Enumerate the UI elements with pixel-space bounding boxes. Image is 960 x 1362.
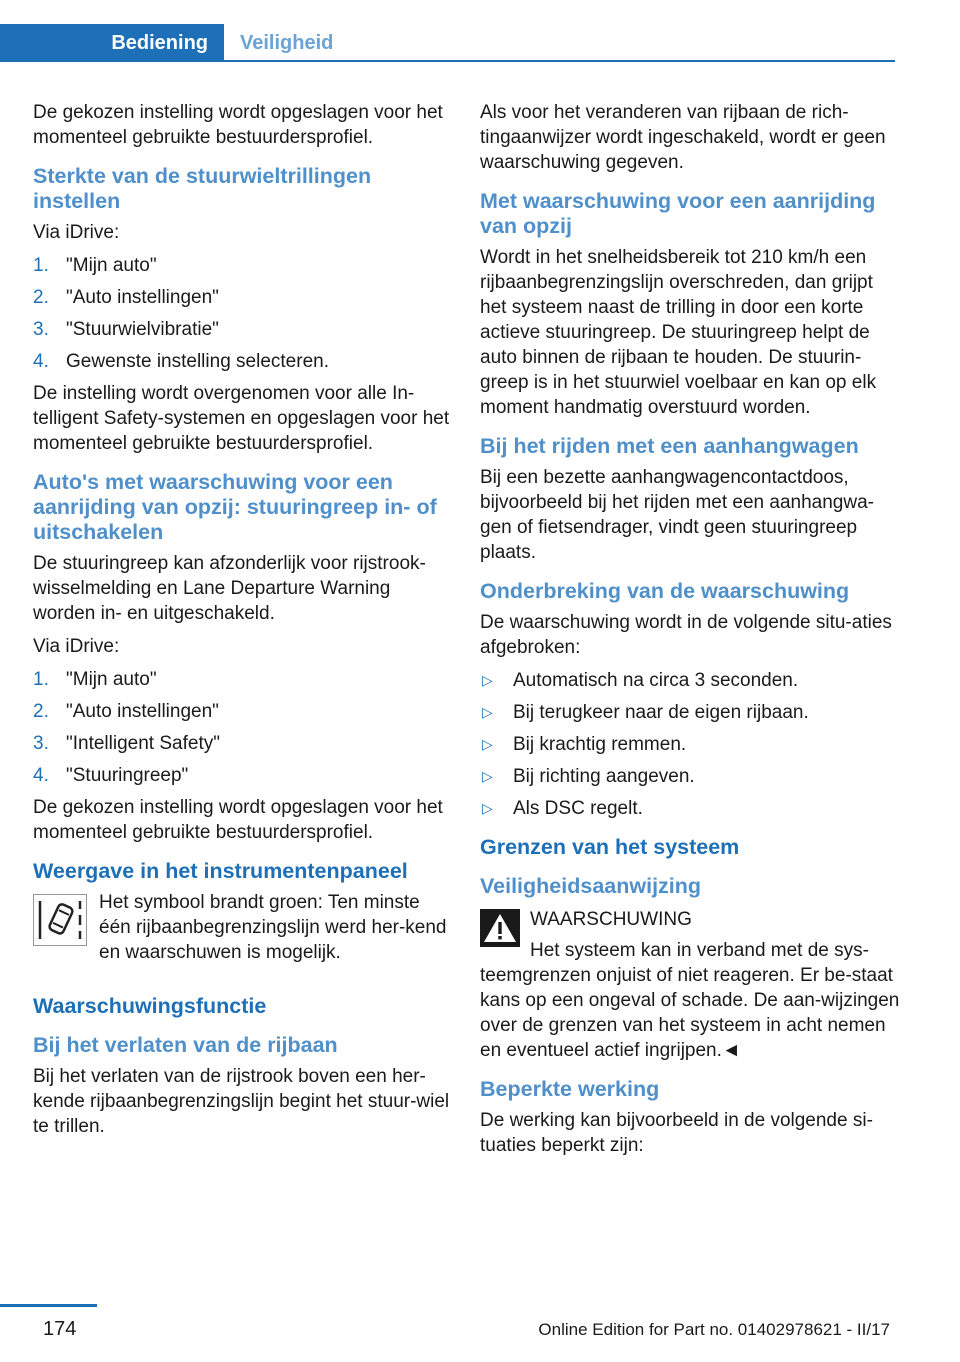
section-heading: Auto's met waarschuwing voor een aanrijding van opzij: stuuringreep in- of uitschakelen <box>33 470 437 544</box>
section-heading: Bij het rijden met een aanhangwagen <box>480 434 859 458</box>
warning-title: WAARSCHUWING <box>530 909 692 930</box>
list-number: 2. <box>33 701 49 722</box>
list-text: "Auto instellingen" <box>66 701 219 722</box>
header-rule <box>224 60 895 62</box>
paragraph: Als voor het veranderen van rijbaan de rich-tingaanwijzer wordt ingeschakeld, wordt er geen waarschuwing gegeven. <box>480 102 886 173</box>
tab-bediening[interactable]: Bediening <box>0 24 224 62</box>
paragraph: Via iDrive: <box>33 636 120 657</box>
list-number: 3. <box>33 733 49 754</box>
list-item <box>480 732 900 757</box>
warning-text: teemgrenzen onjuist of niet reageren. Er be-staat kans op een ongeval of schade. De aan-wijzingen over de grenzen van het systeem in acht nemen en eventueel actief ingrijpen.◄ <box>480 965 900 1061</box>
list-text: Als DSC regelt. <box>513 798 643 819</box>
list-number: 2. <box>33 287 49 308</box>
paragraph: Bij een bezette aanhangwagencontactdoos, bijvoorbeeld bij het rijden met een aanhangwa-gen of fietsendrager, vindt geen stuuringreep plaats. <box>480 467 874 563</box>
list-item <box>33 317 453 342</box>
warning-triangle-icon <box>480 909 520 947</box>
list-item <box>33 349 453 374</box>
list-number: 1. <box>33 669 49 690</box>
list-item <box>480 668 900 693</box>
triangle-bullet-icon: ▷ <box>482 736 493 752</box>
paragraph: Via iDrive: <box>33 222 120 243</box>
list-item <box>480 796 900 821</box>
list-text: "Stuurwielvibratie" <box>66 319 219 340</box>
list-text: "Mijn auto" <box>66 669 157 690</box>
left-column <box>33 100 453 1147</box>
section-heading: Bij het verlaten van de rijbaan <box>33 1033 338 1057</box>
numbered-list <box>33 253 453 374</box>
list-text: "Stuuringreep" <box>66 765 189 786</box>
triangle-bullet-icon: ▷ <box>482 800 493 816</box>
list-item <box>33 731 453 756</box>
triangle-bullet-icon: ▷ <box>482 704 493 720</box>
list-item <box>33 285 453 310</box>
triangle-bullet-icon: ▷ <box>482 672 493 688</box>
symbol-block <box>33 890 453 980</box>
list-item <box>480 764 900 789</box>
section-heading: Veiligheidsaanwijzing <box>480 874 702 898</box>
warning-text: Het systeem kan in verband met de sys- <box>530 940 869 961</box>
list-number: 4. <box>33 765 49 786</box>
section-heading: Waarschuwingsfunctie <box>33 994 267 1018</box>
triangle-bullet-icon: ▷ <box>482 768 493 784</box>
list-text: Gewenste instelling selecteren. <box>66 351 329 372</box>
list-text: Bij richting aangeven. <box>513 766 695 787</box>
list-text: "Intelligent Safety" <box>66 733 220 754</box>
list-number: 4. <box>33 351 49 372</box>
paragraph: Wordt in het snelheidsbereik tot 210 km/h een rijbaanbegrenzingslijn overschreden, dan grijpt het systeem naast de trilling in door een korte actieve stuuringreep. De stuuringreep helpt de auto binnen de rijbaan te houden. De stuurin-greep is in het stuurwiel voelbaar en kan op elk moment handmatig overstuurd worden. <box>480 247 877 418</box>
paragraph: Bij het verlaten van de rijstrook boven een her-kende rijbaanbegrenzingslijn begint het stuur-wiel te trillen. <box>33 1066 450 1137</box>
list-text: "Auto instellingen" <box>66 287 219 308</box>
paragraph: De waarschuwing wordt in de volgende situ-aties afgebroken: <box>480 612 892 658</box>
bullet-list <box>480 668 900 821</box>
paragraph: De stuuringreep kan afzonderlijk voor rijstrook-wisselmelding en Lane Departure Warning worden in- en uitgeschakeld. <box>33 553 426 624</box>
list-text: "Mijn auto" <box>66 255 157 276</box>
list-number: 1. <box>33 255 49 276</box>
list-text: Bij krachtig remmen. <box>513 734 687 755</box>
section-heading: Beperkte werking <box>480 1077 660 1101</box>
list-item <box>33 699 453 724</box>
list-item <box>480 700 900 725</box>
lane-departure-icon <box>33 894 87 946</box>
symbol-description: Het symbool brandt groen: Ten minste één rijbaanbegrenzingslijn werd her-kend en waarschuwen is mogelijk. <box>99 892 447 963</box>
paragraph: De gekozen instelling wordt opgeslagen voor het momenteel gebruikte bestuurdersprofiel. <box>33 797 443 843</box>
edition-note: Online Edition for Part no. 01402978621 - II/17 <box>538 1320 890 1339</box>
paragraph: De gekozen instelling wordt opgeslagen voor het momenteel gebruikte bestuurdersprofiel. <box>33 102 443 148</box>
header-tabs <box>0 24 895 62</box>
list-item <box>33 253 453 278</box>
paragraph: De werking kan bijvoorbeeld in de volgende si-tuaties beperkt zijn: <box>480 1110 873 1156</box>
section-heading: Sterkte van de stuurwieltrillingen instellen <box>33 164 372 213</box>
list-text: Automatisch na circa 3 seconden. <box>513 670 799 691</box>
footer-rule <box>0 1304 97 1307</box>
tab-veiligheid[interactable]: Veiligheid <box>240 32 334 54</box>
paragraph: De instelling wordt overgenomen voor alle In-telligent Safety-systemen en opgeslagen voor het momenteel gebruikte bestuurdersprofiel. <box>33 383 450 454</box>
right-column <box>480 100 900 1166</box>
list-text: Bij terugkeer naar de eigen rijbaan. <box>513 702 809 723</box>
section-heading: Met waarschuwing voor een aanrijding van opzij <box>480 189 876 238</box>
list-number: 3. <box>33 319 49 340</box>
warning-block <box>480 907 900 963</box>
section-heading: Grenzen van het systeem <box>480 835 740 859</box>
section-heading: Weergave in het instrumentenpaneel <box>33 859 408 883</box>
list-item <box>33 667 453 692</box>
page-number: 174 <box>43 1318 77 1340</box>
section-heading: Onderbreking van de waarschuwing <box>480 579 850 603</box>
numbered-list <box>33 667 453 788</box>
list-item <box>33 763 453 788</box>
